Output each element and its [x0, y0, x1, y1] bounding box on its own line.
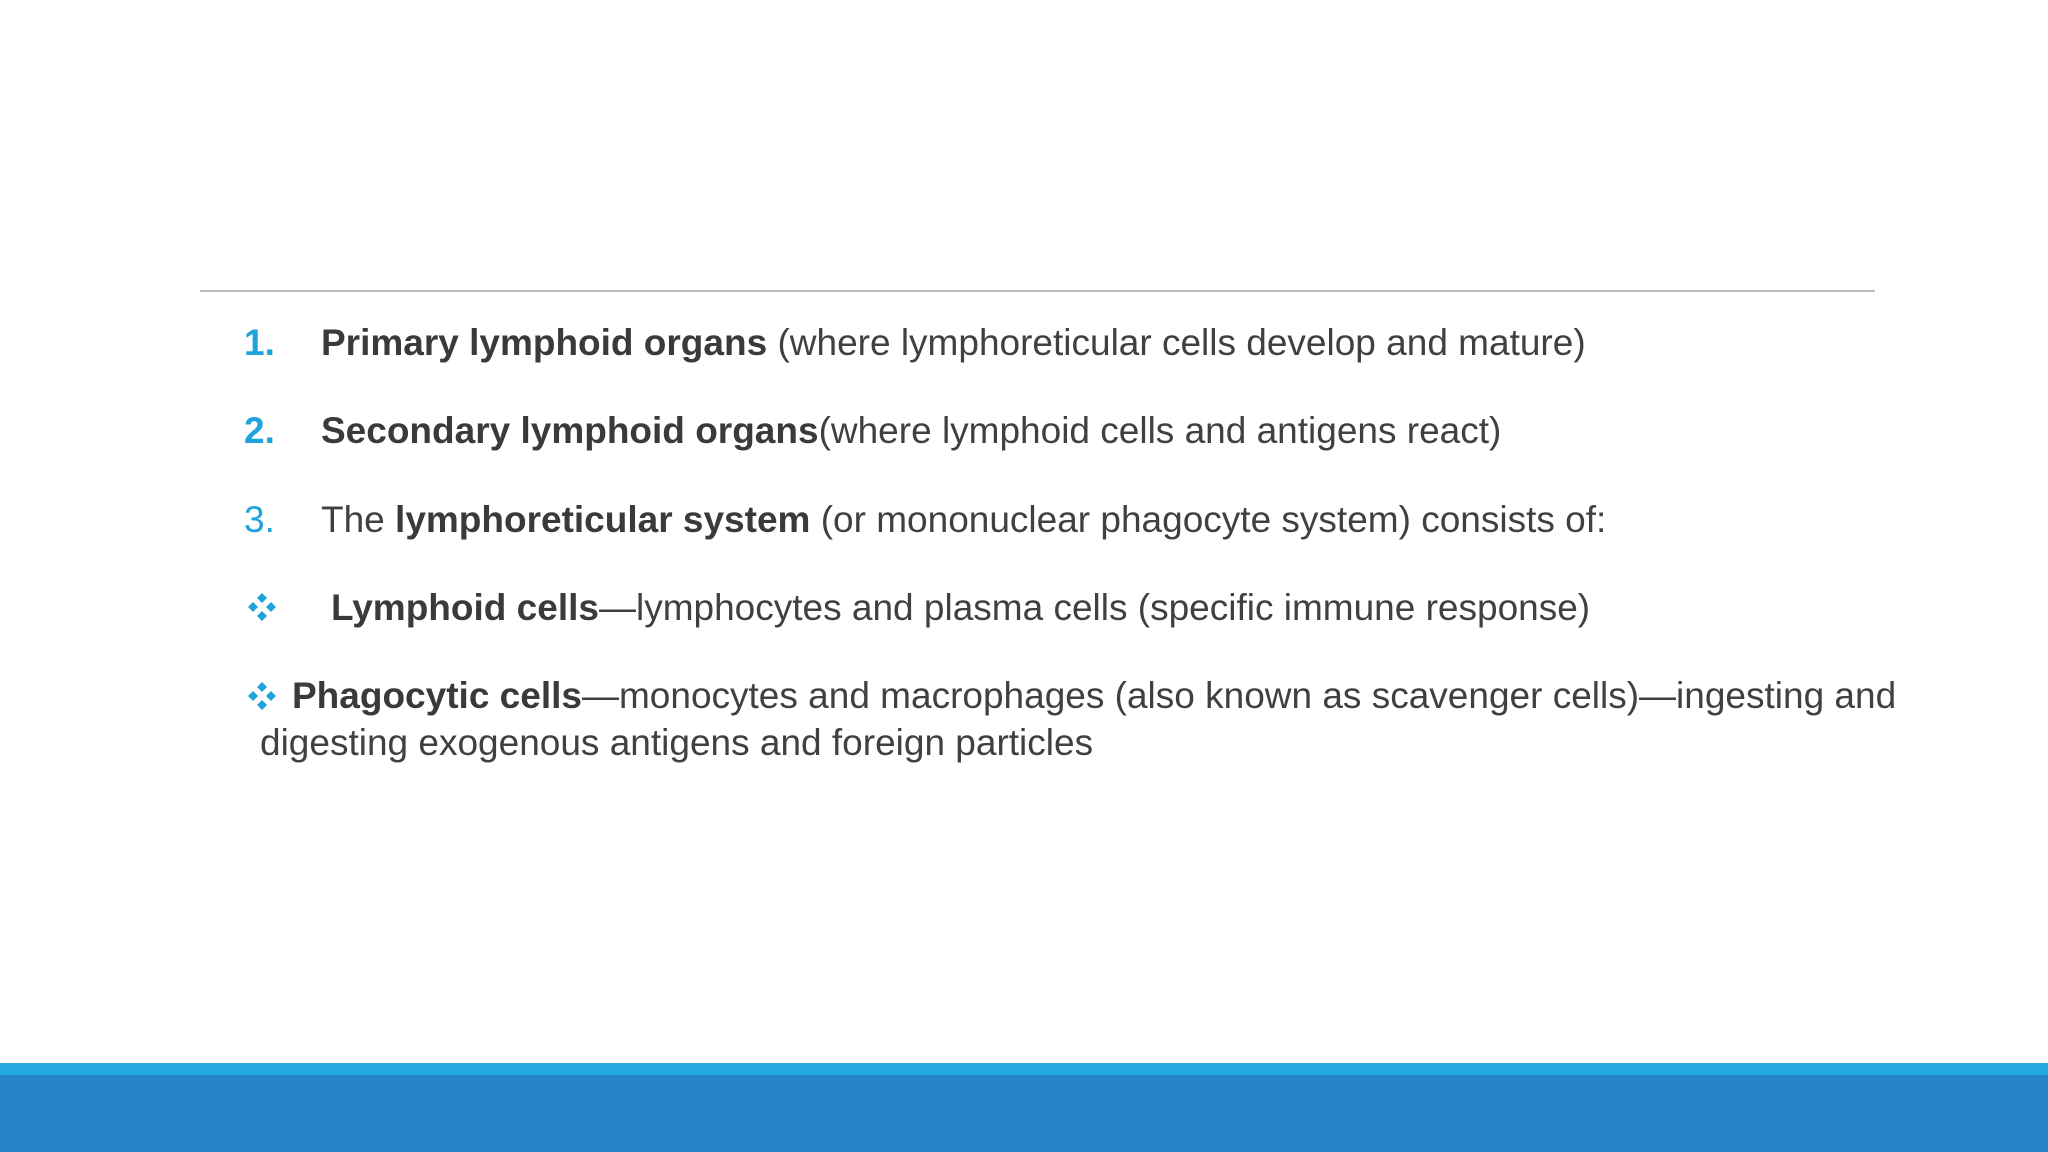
- footer-bar: [0, 1075, 2048, 1152]
- bullet-1-term: Lymphoid cells: [331, 587, 599, 628]
- title-divider: [200, 290, 1875, 292]
- list-item-2-description: (where lymphoid cells and antigens react): [818, 410, 1502, 451]
- list-number-3: 3.: [244, 499, 275, 540]
- list-item-2: [321, 408, 1501, 454]
- list-item-1: [321, 320, 1586, 366]
- diamond-cluster-icon: [246, 680, 278, 712]
- diamond-cluster-icon: [246, 591, 278, 623]
- footer-accent-bar: [0, 1063, 2048, 1075]
- bullet-2-description: —monocytes and macrophages (also known as scavenger cells)—ingesting and: [581, 675, 1897, 716]
- list-number-1: 1.: [244, 322, 275, 363]
- bullet-2-term: Phagocytic cells: [292, 675, 582, 716]
- list-item-2-term: Secondary lymphoid organs: [321, 410, 819, 451]
- bullet-2-continuation: digesting exogenous antigens and foreign particles: [260, 722, 1094, 763]
- bullet-1-description: —lymphocytes and plasma cells (specific immune response): [598, 587, 1591, 628]
- list-item-3-term: lymphoreticular system: [395, 499, 811, 540]
- bullet-item-phagocytic-cells: [292, 673, 1896, 719]
- bullet-item-lymphoid-cells: [331, 585, 1590, 631]
- list-item-3: [321, 497, 1606, 543]
- list-item-3-description: (or mononuclear phagocyte system) consists of:: [810, 499, 1607, 540]
- list-item-3-prefix: The: [321, 499, 396, 540]
- list-number-2: 2.: [244, 410, 275, 451]
- list-item-1-term: Primary lymphoid organs: [321, 322, 768, 363]
- list-item-1-description: (where lymphoreticular cells develop and mature): [767, 322, 1586, 363]
